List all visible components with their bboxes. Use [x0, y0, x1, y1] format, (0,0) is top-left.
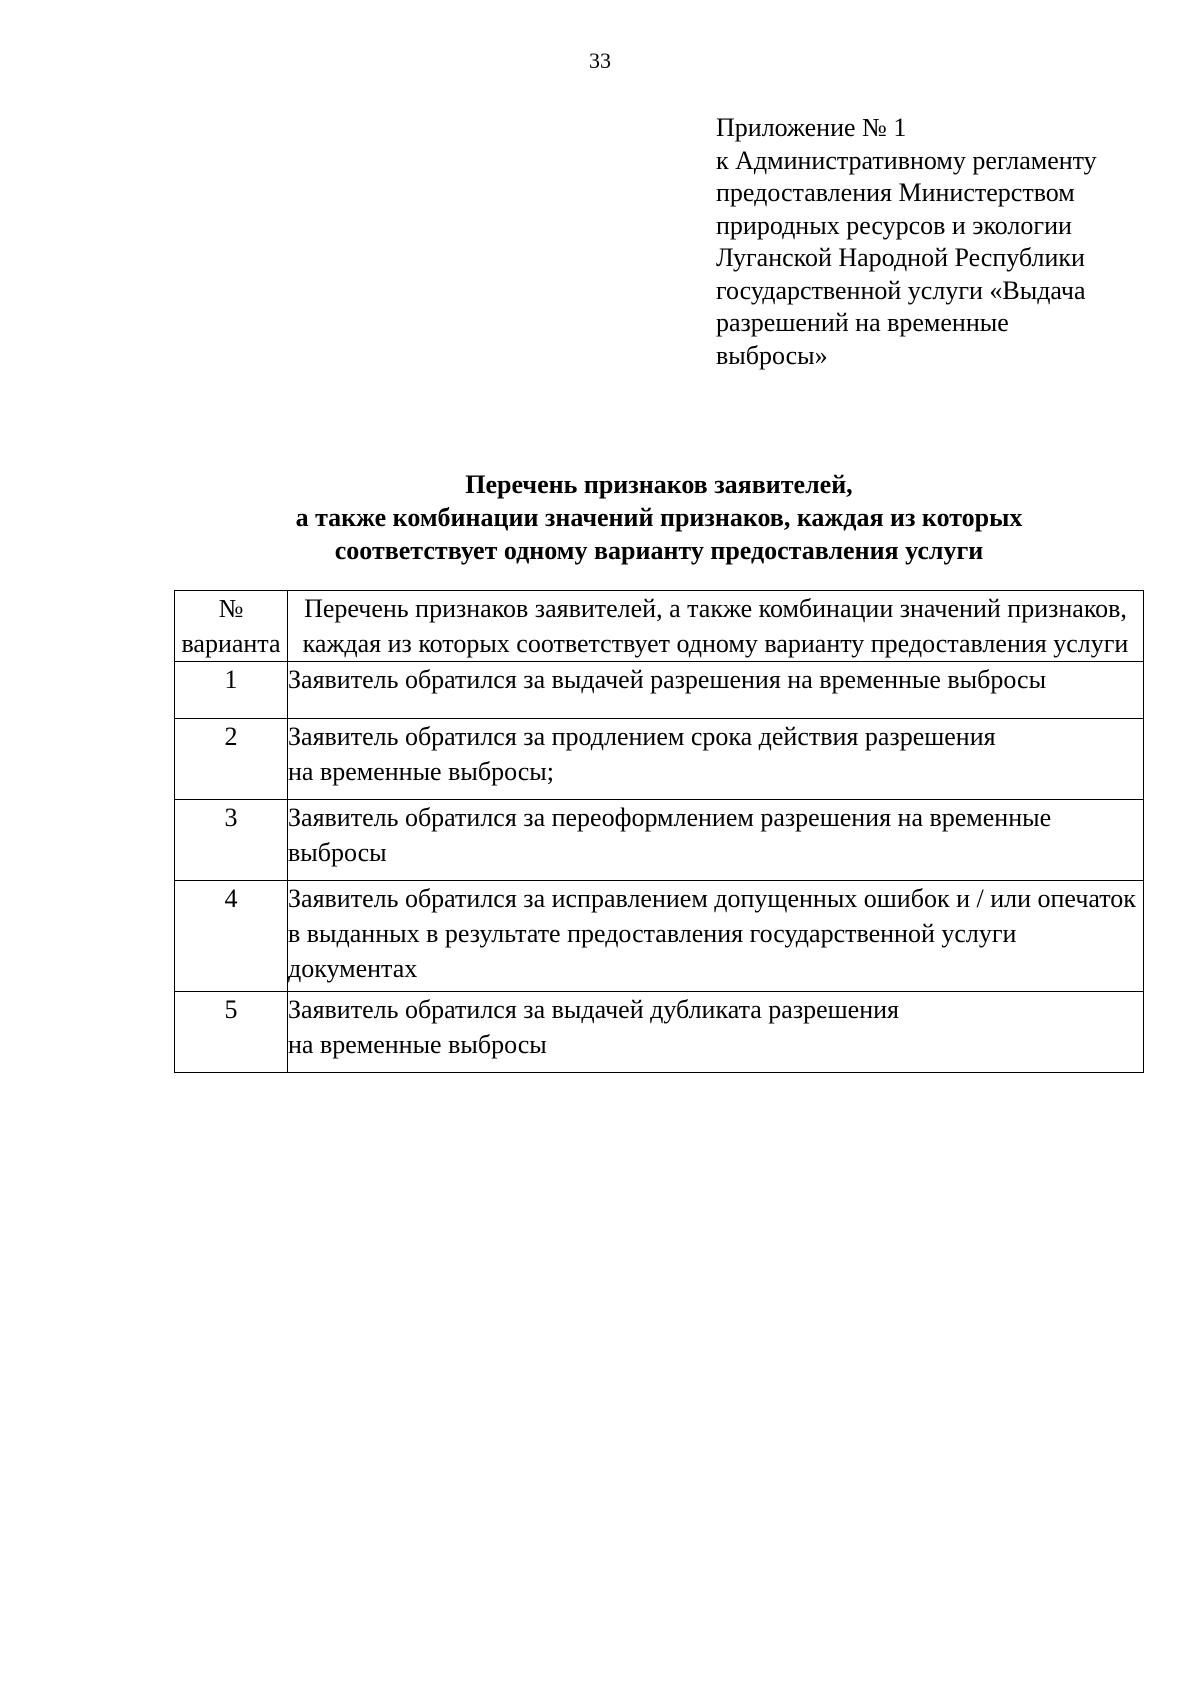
variant-description-line: на временные выбросы;	[288, 757, 554, 786]
header-variant-number: № варианта	[175, 591, 288, 662]
variant-description-line: на временные выбросы	[288, 1030, 547, 1059]
page-number: 33	[589, 48, 611, 73]
variant-description: Заявитель обратился за переоформлением разрешения на временные выбросы	[288, 800, 1144, 881]
appendix-line: Луганской Народной Республики	[716, 243, 1085, 272]
table-row	[175, 800, 1144, 881]
variant-description	[288, 719, 1144, 800]
variant-number: 1	[175, 662, 288, 719]
heading-line: Перечень признаков заявителей,	[465, 470, 853, 499]
variant-number: 4	[175, 881, 288, 992]
heading-line: а также комбинации значений признаков, каждая из которых	[295, 503, 1023, 532]
variant-number: 3	[175, 800, 288, 881]
variants-table	[174, 590, 1144, 1073]
table-row	[175, 881, 1144, 992]
appendix-block	[716, 112, 1144, 372]
variant-description: Заявитель обратился за исправлением допущенных ошибок и / или опечаток в выданных в результате предоставления государственной услуги документах	[288, 881, 1144, 992]
table-row	[175, 992, 1144, 1073]
variant-number: 5	[175, 992, 288, 1073]
appendix-line: государственной услуги «Выдача	[716, 275, 1086, 305]
variant-description	[288, 992, 1144, 1073]
heading-line: соответствует одному варианту предоставления услуги	[334, 536, 984, 565]
variant-description-line: Заявитель обратился за выдачей дубликата разрешения	[288, 995, 899, 1024]
appendix-line: Приложение № 1	[716, 113, 907, 142]
appendix-line: природных ресурсов и экологии	[716, 210, 1072, 240]
appendix-line	[716, 145, 1144, 178]
variant-number: 2	[175, 719, 288, 800]
table-row	[175, 719, 1144, 800]
table-row	[175, 662, 1144, 719]
appendix-line: выбросы»	[716, 340, 828, 370]
appendix-line-text: к Административному регламенту	[716, 145, 1097, 175]
variant-description: Заявитель обратился за выдачей разрешения на временные выбросы	[288, 662, 1144, 719]
table-header-row	[175, 591, 1144, 662]
variant-description-line: Заявитель обратился за продлением срока действия разрешения	[288, 722, 996, 751]
appendix-line: разрешений на временные	[716, 308, 1009, 337]
header-description: Перечень признаков заявителей, а также комбинации значений признаков, каждая из которых соответствует одному варианту предоставления услуги	[288, 591, 1144, 662]
appendix-line: предоставления Министерством	[716, 178, 1075, 207]
